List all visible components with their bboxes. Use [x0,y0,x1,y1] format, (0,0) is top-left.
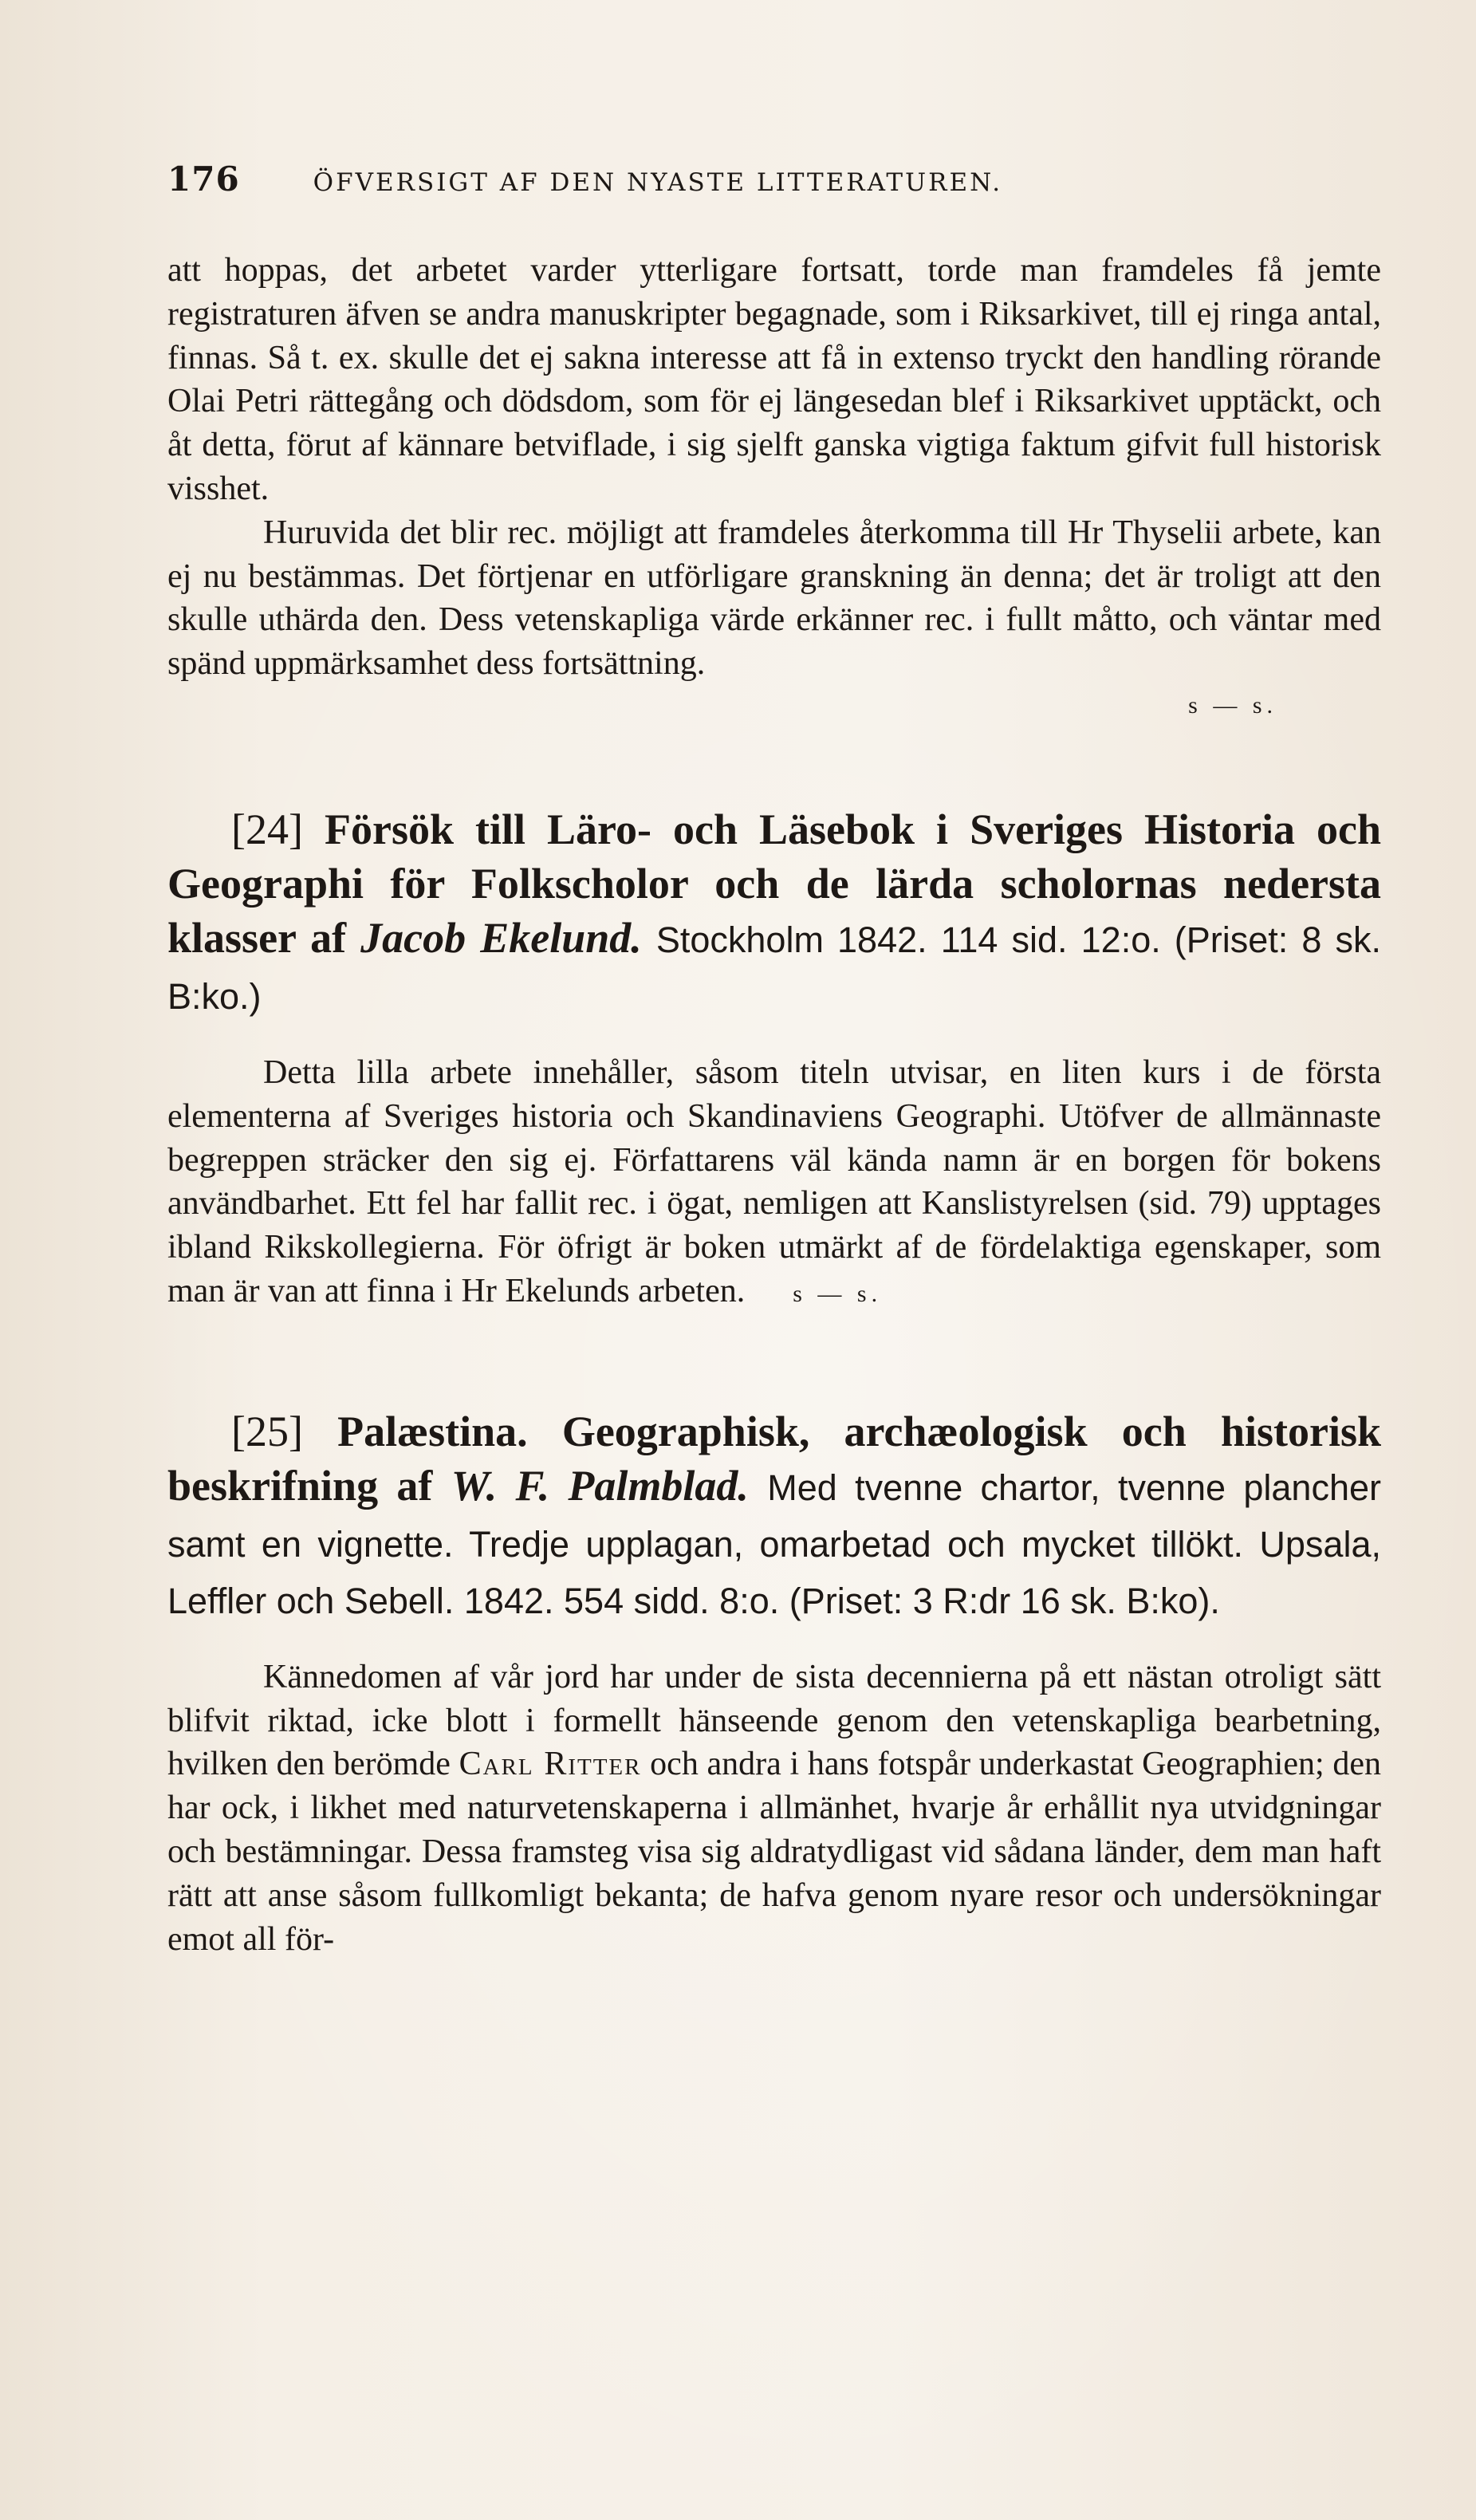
entry-24-review [167,1051,1381,1317]
review-23-signature: s — s. [1188,691,1277,719]
running-head: ÖFVERSIGT AF DEN NYASTE LITTERATUREN. [313,168,1003,197]
entry-25-review [167,1656,1381,1962]
text-column [167,159,1381,1961]
page-header [167,159,1381,207]
entry-25-heading [167,1404,1381,1628]
entry-25-review-part-1: Kännedomen af vår jord har under de sista decennierna på ett nästan otroligt sätt blifvit riktad, icke blott i formellt hänseende genom den vetenskapliga bearbetning, hvilken den berömde [167,1658,1381,1783]
entry-24-signature: s — s. [793,1280,883,1307]
entry-24-heading [167,802,1381,1024]
review-23-paragraph-2: Huruvida det blir rec. möjligt att framdeles återkomma till Hr Thyselii arbete, kan ej nu bestämmas. Det förtjenar en utförligare granskning än denna; det är troligt att den skulle uthärda den. Dess vetenskapliga värde erkänner rec. i fullt måtto, och väntar med spänd uppmärksamhet dess fortsättning. [167,514,1381,683]
entry-24-imprint: Stockholm 1842. 114 sid. 12:o. (Priset: 8 sk. B:ko.) [167,919,1382,1017]
review-23-paragraph-1: att hoppas, det arbetet varder ytterligare fortsatt, torde man framdeles få jemte registraturen äfven se andra manuskripter begagnade, som i Riksarkivet, till ej ringa antal, finnas. Så t. ex. skulle det ej sakna interesse att få in extenso tryckt den handling rörande Olai Petri rättegång och dödsdom, som för ej längesedan blef i Riksarkivet upptäckt, och åt detta, förut af kännare betviflade, i sig sjelft ganska vigtiga faktum gifvit full historisk visshet. [167,252,1381,507]
entry-24-author: Jacob Ekelund. [360,913,642,962]
entry-25-number: [25] [231,1407,303,1455]
entry-25-review-name: Carl Ritter [459,1746,642,1783]
page-number: 176 [167,159,240,199]
section-divider-space [167,719,1381,802]
entry-24-spacer [167,1024,1381,1051]
entry-25-spacer [167,1628,1381,1656]
entry-25-review-part-2: och andra i hans fotspår underkastat Geographien; den har ock, i likhet med naturvetenskaperna i allmänhet, hvarje år erhållit nya utvidgningar och bestämningar. Dessa framsteg visa sig aldratydligast vid sådana länder, dem man haft rätt att anse såsom fullkomligt bekanta; de hafva genom nyare resor och undersökningar emot all för- [167,1746,1381,1958]
entry-25-imprint: Med tvenne chartor, tvenne plancher samt en vignette. Tredje upplagan, omarbetad och mycket tillökt. Upsala, Leffler och Sebell. 1842. 554 sidd. 8:o. (Priset: 3 R:dr 16 sk. B:ko). [167,1467,1382,1621]
entry-24-title: Försök till Läro- och Läsebok i Sveriges Historia och Geographi för Folkscholor och de lärda scholornas nedersta klasser af [167,805,1382,962]
entry-24-number: [24] [231,805,303,853]
entry-24-review-text: Detta lilla arbete innehåller, såsom titeln utvisar, en liten kurs i de första elementerna af Sveriges historia och Skandinaviens Geographi. Utöfver de allmännaste begreppen sträcker den sig ej. Författarens väl kända namn är en borgen för bokens användbarhet. Ett fel har fallit rec. i ögat, nemligen att Kanslistyrelsen (sid. 79) upptages ibland Rikskollegierna. För öfrigt är boken utmärkt af de fördelaktiga egenskaper, som man är van att finna i Hr Ekelunds arbeten. [167,1053,1381,1309]
entry-25-title: Palæstina. Geographisk, archæologisk och historisk beskrifning af [167,1407,1381,1510]
entry-25-author: W. F. Palmblad. [451,1461,749,1510]
section-divider-space-2 [167,1317,1381,1404]
